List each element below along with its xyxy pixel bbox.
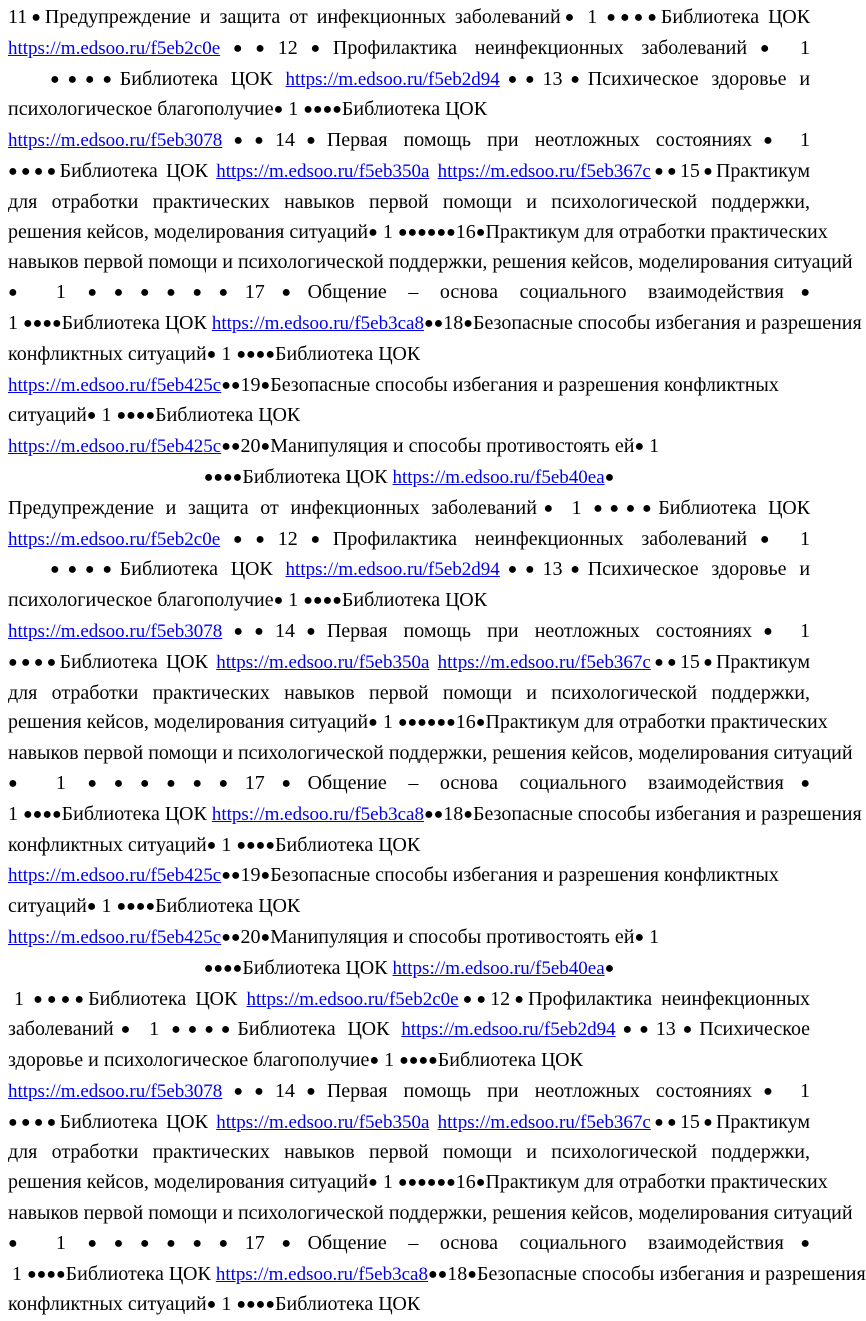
text-line — [8, 65, 810, 96]
lesson-number: 15 — [680, 651, 700, 673]
text-line — [8, 769, 810, 800]
bullet-marks: ●● — [222, 132, 275, 149]
bullet-marks: ● — [634, 929, 644, 946]
text-line — [8, 371, 810, 402]
bullet-marks: ● — [87, 898, 97, 915]
bullet-marks: ● — [467, 1266, 477, 1283]
lesson-hours: 1 — [221, 834, 231, 856]
lesson-title: психологическое благополучие — [8, 589, 274, 611]
lesson-hours: 1 — [383, 221, 393, 243]
resource-link[interactable]: https://m.edsoo.ru/f5eb367c — [438, 652, 651, 673]
bullet-marks: ●● — [221, 867, 240, 884]
library-label: Библиотека ЦОК — [275, 1293, 420, 1315]
bullet-marks: ●●●●●● — [398, 224, 456, 241]
bullet-marks: ● — [295, 132, 327, 149]
bullet-marks: ● — [605, 469, 615, 486]
lesson-number: 13 — [543, 558, 563, 580]
lesson-number: 20 — [241, 926, 261, 948]
lesson-title: Психическое здоровье и — [588, 558, 810, 580]
lesson-hours: 1 — [384, 1049, 394, 1071]
bullet-marks: ● — [298, 40, 333, 57]
library-label: Библиотека ЦОК — [658, 497, 810, 519]
lesson-hours: 1 — [8, 312, 18, 334]
lesson-title: Психическое здоровье и — [588, 68, 810, 90]
library-label: Библиотека ЦОК — [342, 98, 487, 120]
lesson-title: навыков первой помощи и психологической поддержки, решения кейсов, моделирования ситуаций — [8, 1202, 853, 1224]
resource-link[interactable]: https://m.edsoo.ru/f5eb40ea — [393, 958, 605, 979]
bullet-marks: ●●●● — [27, 1266, 66, 1283]
bullet-marks: ●● — [424, 315, 443, 332]
text-line — [8, 463, 810, 494]
lesson-title: конфликтных ситуаций — [8, 834, 207, 856]
lesson-title: решения кейсов, моделирования ситуаций — [8, 1171, 368, 1193]
bullet-marks: ● — [368, 1174, 378, 1191]
lesson-hours: 1 — [221, 1293, 231, 1315]
text-line — [8, 617, 810, 648]
text-line — [8, 218, 810, 249]
bullet-marks: ● — [298, 531, 333, 548]
bullet-marks: ● — [261, 377, 271, 394]
lesson-title: Предупреждение и защита от инфекционных заболеваний — [8, 497, 537, 519]
bullet-marks: ● — [700, 163, 716, 180]
text-line — [8, 1168, 810, 1199]
text-line — [8, 401, 810, 432]
bullet-marks: ●● — [651, 163, 680, 180]
bullet-marks: ●●●● — [116, 407, 155, 424]
bullet-marks: ● — [27, 9, 45, 26]
resource-link[interactable]: https://m.edsoo.ru/f5eb3ca8 — [212, 313, 424, 334]
bullet-marks: ● — [368, 224, 378, 241]
lesson-title: Профилактика неинфекционных заболеваний — [333, 37, 747, 59]
bullet-marks: ● — [295, 623, 327, 640]
text-line — [8, 95, 810, 126]
lesson-number: 15 — [680, 1111, 700, 1133]
library-label: Библиотека ЦОК — [60, 651, 208, 673]
lesson-title: психологическое благополучие — [8, 98, 274, 120]
library-label: Библиотека ЦОК — [120, 558, 273, 580]
bullet-marks: ●● — [500, 71, 543, 88]
lesson-title: Психическое — [699, 1018, 810, 1040]
lesson-hours: 1 — [221, 343, 231, 365]
bullet-marks: ●● — [222, 1083, 275, 1100]
bullet-marks: ●●●● — [236, 1296, 275, 1313]
bullet-marks: ●●●● — [50, 561, 120, 578]
bullet-marks: ● — [563, 71, 588, 88]
text-line — [8, 126, 810, 157]
bullet-marks: ● — [747, 531, 782, 548]
lesson-number: 15 — [680, 160, 700, 182]
lesson-hours: 1 — [383, 711, 393, 733]
lesson-title: Безопасные способы избегания и разрешения конфликтных — [270, 374, 779, 396]
resource-link[interactable]: https://m.edsoo.ru/f5eb2c0e — [8, 529, 220, 550]
resource-link[interactable]: https://m.edsoo.ru/f5eb3078 — [8, 621, 222, 642]
bullet-marks: ● — [207, 837, 217, 854]
bullet-marks: ●●●● — [593, 500, 658, 517]
bullet-marks: ● — [274, 592, 284, 609]
bullet-marks: ●●●● — [236, 837, 275, 854]
bullet-marks: ● — [747, 40, 782, 57]
bullet-marks: ● — [265, 1235, 308, 1252]
lesson-number: 14 — [275, 129, 295, 151]
lesson-number: 12 — [490, 988, 510, 1010]
bullet-marks: ●● — [221, 438, 240, 455]
text-line — [8, 648, 810, 679]
lesson-title: Профилактика неинфекционных — [528, 988, 810, 1010]
text-line — [8, 1046, 810, 1077]
bullet-marks: ● — [265, 284, 308, 301]
bullet-marks: ●● — [428, 1266, 447, 1283]
bullet-marks: ●●●● — [303, 592, 342, 609]
lesson-title: Безопасные способы избегания и разрешения — [473, 312, 862, 334]
text-line — [8, 278, 810, 309]
resource-link[interactable]: https://m.edsoo.ru/f5eb2d94 — [286, 559, 500, 580]
lesson-number: 17 — [245, 281, 265, 303]
bullet-marks: ●●●● — [303, 101, 342, 118]
text-line — [8, 1015, 810, 1046]
lesson-hours: 1 — [56, 772, 66, 794]
text-line — [8, 1138, 810, 1168]
bullet-marks: ● — [265, 775, 308, 792]
library-label: Библиотека ЦОК — [661, 6, 810, 28]
bullet-marks: ●● — [459, 991, 491, 1008]
bullet-marks: ● — [634, 438, 644, 455]
lesson-title: Первая помощь при неотложных состояниях — [327, 1080, 752, 1102]
lesson-title: Практикум — [716, 651, 810, 673]
text-block-1 — [8, 3, 810, 494]
bullet-marks: ●●●● — [8, 1114, 60, 1131]
lesson-hours: 1 — [8, 803, 18, 825]
lesson-number: 18 — [443, 312, 463, 334]
text-block-2 — [8, 494, 810, 985]
lesson-number: 13 — [656, 1018, 676, 1040]
bullet-marks: ●●●● — [8, 163, 60, 180]
lesson-number: 14 — [275, 620, 295, 642]
lesson-title: ситуаций — [8, 895, 87, 917]
bullet-marks: ●● — [220, 531, 278, 548]
resource-link[interactable]: https://m.edsoo.ru/f5eb2c0e — [8, 38, 220, 59]
lesson-title: заболеваний — [8, 1018, 114, 1040]
lesson-number: 18 — [447, 1263, 467, 1285]
lesson-title: Безопасные способы избегания и разрешения конфликтных — [270, 864, 779, 886]
bullet-marks: ●● — [616, 1021, 656, 1038]
text-line — [8, 1108, 810, 1139]
bullet-marks: ● — [261, 438, 271, 455]
bullet-marks: ● — [752, 1083, 784, 1100]
lesson-hours: 1 — [800, 37, 810, 59]
bullet-marks: ●●●● — [23, 806, 62, 823]
library-label: Библиотека ЦОК — [242, 957, 387, 979]
bullet-marks: ● — [537, 500, 560, 517]
lesson-number: 11 — [8, 6, 27, 28]
library-label: Библиотека ЦОК — [342, 589, 487, 611]
text-line — [8, 679, 810, 709]
lesson-hours: 1 — [101, 895, 111, 917]
bullet-marks: ● — [295, 1083, 327, 1100]
text-line — [8, 985, 810, 1016]
bullet-marks: ●●●● — [204, 960, 243, 977]
lesson-number: 17 — [245, 772, 265, 794]
lesson-hours: 1 — [149, 1018, 159, 1040]
text-line — [8, 892, 810, 923]
bullet-marks: ● — [476, 224, 486, 241]
lesson-number: 14 — [275, 1080, 295, 1102]
bullet-marks: ● — [8, 775, 34, 792]
text-line — [8, 432, 810, 463]
text-line — [8, 309, 810, 340]
lesson-title: Общение – основа социального взаимодействия — [308, 772, 784, 794]
bullet-marks: ● — [463, 315, 473, 332]
bullet-marks: ● — [274, 101, 284, 118]
library-label: Библиотека ЦОК — [60, 160, 208, 182]
lesson-title: Манипуляция и способы противостоять ей — [270, 435, 634, 457]
text-line — [8, 800, 810, 831]
lesson-title: Общение – основа социального взаимодействия — [308, 281, 784, 303]
lesson-hours: 1 — [571, 497, 581, 519]
text-line — [8, 188, 810, 218]
bullet-marks: ●●●● — [171, 1021, 237, 1038]
text-line — [8, 34, 810, 65]
library-label: Библиотека ЦОК — [60, 1111, 208, 1133]
bullet-marks: ●● — [424, 806, 443, 823]
bullet-marks: ●● — [221, 929, 240, 946]
bullet-marks: ● — [752, 623, 784, 640]
lesson-hours: 1 — [288, 589, 298, 611]
lesson-title: конфликтных ситуаций — [8, 1293, 207, 1315]
lesson-hours: 1 — [101, 404, 111, 426]
text-line — [8, 248, 810, 278]
bullet-marks: ●●●● — [50, 71, 120, 88]
library-label: Библиотека ЦОК — [62, 803, 207, 825]
text-block-3 — [8, 985, 810, 1321]
lesson-hours: 1 — [587, 6, 597, 28]
bullet-marks: ● — [369, 1052, 379, 1069]
lesson-number: 12 — [278, 37, 298, 59]
lesson-hours: 1 — [12, 1263, 22, 1285]
resource-link[interactable]: https://m.edsoo.ru/f5eb2d94 — [401, 1019, 615, 1040]
text-line — [8, 708, 810, 739]
lesson-hours: 1 — [383, 1171, 393, 1193]
library-label: Библиотека ЦОК — [120, 68, 273, 90]
lesson-title: Практикум — [716, 160, 810, 182]
resource-link[interactable]: https://m.edsoo.ru/f5eb425c — [8, 375, 221, 396]
bullet-marks: ●●●● — [8, 654, 60, 671]
bullet-marks: ● — [510, 991, 528, 1008]
lesson-hours: 1 — [800, 620, 810, 642]
library-label: Библиотека ЦОК — [155, 895, 300, 917]
text-line — [8, 3, 810, 34]
lesson-title: Предупреждение и защита от инфекционных заболеваний — [45, 6, 561, 28]
lesson-hours: 1 — [56, 1232, 66, 1254]
text-line — [8, 157, 810, 188]
resource-link[interactable]: https://m.edsoo.ru/f5eb350a — [216, 161, 429, 182]
text-line — [8, 1077, 810, 1108]
text-line — [8, 861, 810, 892]
resource-link[interactable]: https://m.edsoo.ru/f5eb2d94 — [286, 69, 500, 90]
lesson-title: Первая помощь при неотложных состояниях — [327, 129, 752, 151]
lesson-title: для отработки практических навыков первой помощи и психологической поддержки, — [8, 1141, 810, 1163]
lesson-number: 13 — [543, 68, 563, 90]
bullet-marks: ●●●● — [116, 898, 155, 915]
resource-link[interactable]: https://m.edsoo.ru/f5eb425c — [8, 436, 221, 457]
library-label: Библиотека ЦОК — [237, 1018, 389, 1040]
lesson-number: 18 — [443, 803, 463, 825]
lesson-title: решения кейсов, моделирования ситуаций — [8, 711, 368, 733]
bullet-marks: ● — [114, 1021, 138, 1038]
resource-link[interactable]: https://m.edsoo.ru/f5eb350a — [216, 652, 429, 673]
lesson-title: Безопасные способы избегания и разрешения — [477, 1263, 866, 1285]
text-line — [8, 954, 810, 985]
bullet-marks: ● — [463, 806, 473, 823]
lesson-hours: 1 — [14, 988, 24, 1010]
bullet-marks: ●●●● — [606, 9, 661, 26]
bullet-marks: ●●●●●● — [398, 1174, 456, 1191]
library-label: Библиотека ЦОК — [438, 1049, 583, 1071]
library-label: Библиотека ЦОК — [88, 988, 237, 1010]
bullet-marks: ●●●● — [23, 315, 62, 332]
bullet-marks: ●●●● — [204, 469, 243, 486]
lesson-hours: 1 — [288, 98, 298, 120]
bullet-marks: ● — [784, 775, 810, 792]
bullet-marks: ●● — [222, 623, 275, 640]
resource-link[interactable]: https://m.edsoo.ru/f5eb425c — [8, 865, 221, 886]
lesson-title: Общение – основа социального взаимодействия — [308, 1232, 784, 1254]
lesson-number: 12 — [278, 528, 298, 550]
resource-link[interactable]: https://m.edsoo.ru/f5eb425c — [8, 927, 221, 948]
bullet-marks: ● — [752, 132, 784, 149]
bullet-marks: ● — [368, 714, 378, 731]
resource-link[interactable]: https://m.edsoo.ru/f5eb367c — [438, 1112, 651, 1133]
bullet-marks: ● — [784, 1235, 810, 1252]
lesson-title: ситуаций — [8, 404, 87, 426]
bullet-marks: ● — [87, 407, 97, 424]
text-line — [8, 739, 810, 769]
lesson-number: 16 — [456, 221, 476, 243]
lesson-title: Практикум для отработки практических — [485, 711, 827, 733]
bullet-marks: ● — [8, 1235, 34, 1252]
resource-link[interactable]: https://m.edsoo.ru/f5eb3ca8 — [212, 804, 424, 825]
resource-link[interactable]: https://m.edsoo.ru/f5eb40ea — [393, 467, 605, 488]
lesson-title: Практикум — [716, 1111, 810, 1133]
lesson-title: Профилактика неинфекционных заболеваний — [333, 528, 747, 550]
bullet-marks: ●●●● — [236, 346, 275, 363]
lesson-number: 19 — [241, 374, 261, 396]
bullet-marks: ●●●● — [33, 991, 88, 1008]
text-line — [8, 1229, 810, 1260]
bullet-marks: ● — [261, 929, 271, 946]
bullet-marks: ●●●● — [399, 1052, 438, 1069]
lesson-title: Манипуляция и способы противостоять ей — [270, 926, 634, 948]
bullet-marks: ● — [261, 867, 271, 884]
lesson-title: здоровье и психологическое благополучие — [8, 1049, 369, 1071]
bullet-marks: ●● — [651, 1114, 680, 1131]
library-label: Библиотека ЦОК — [242, 466, 387, 488]
text-line — [8, 831, 810, 862]
text-line — [8, 1260, 810, 1291]
lesson-title: конфликтных ситуаций — [8, 343, 207, 365]
text-line — [8, 494, 810, 525]
lesson-title: навыков первой помощи и психологической поддержки, решения кейсов, моделирования ситуаций — [8, 742, 853, 764]
resource-link[interactable]: https://m.edsoo.ru/f5eb350a — [216, 1112, 429, 1133]
text-line — [8, 586, 810, 617]
lesson-hours: 1 — [800, 129, 810, 151]
text-line — [8, 923, 810, 954]
bullet-marks: ● — [476, 714, 486, 731]
bullet-marks: ● — [476, 1174, 486, 1191]
resource-link[interactable]: https://m.edsoo.ru/f5eb2c0e — [246, 989, 458, 1010]
lesson-title: Безопасные способы избегания и разрешения — [473, 803, 862, 825]
bullet-marks: ● — [605, 960, 615, 977]
library-label: Библиотека ЦОК — [66, 1263, 211, 1285]
lesson-hours: 1 — [800, 528, 810, 550]
lesson-title: для отработки практических навыков первой помощи и психологической поддержки, — [8, 191, 810, 213]
bullet-marks: ● — [700, 1114, 716, 1131]
resource-link[interactable]: https://m.edsoo.ru/f5eb367c — [438, 161, 651, 182]
text-line — [8, 555, 810, 586]
bullet-marks: ● — [561, 9, 579, 26]
lesson-title: Практикум для отработки практических — [485, 221, 827, 243]
lesson-hours: 1 — [800, 1080, 810, 1102]
library-label: Библиотека ЦОК — [62, 312, 207, 334]
lesson-hours: 1 — [649, 926, 659, 948]
bullet-marks: ● — [207, 346, 217, 363]
bullet-marks: ● — [207, 1296, 217, 1313]
lesson-number: 19 — [241, 864, 261, 886]
lesson-number: 16 — [456, 711, 476, 733]
lesson-number: 16 — [456, 1171, 476, 1193]
bullet-marks: ●●●●●● — [398, 714, 456, 731]
resource-link[interactable]: https://m.edsoo.ru/f5eb3078 — [8, 130, 222, 151]
bullet-marks: ●●●●●● — [87, 775, 244, 792]
resource-link[interactable]: https://m.edsoo.ru/f5eb3ca8 — [216, 1264, 428, 1285]
bullet-marks: ●● — [220, 40, 278, 57]
library-label: Библиотека ЦОК — [155, 404, 300, 426]
lesson-number: 17 — [245, 1232, 265, 1254]
text-line — [8, 1199, 810, 1229]
bullet-marks: ●● — [500, 561, 543, 578]
lesson-title: Первая помощь при неотложных состояниях — [327, 620, 752, 642]
resource-link[interactable]: https://m.edsoo.ru/f5eb3078 — [8, 1081, 222, 1102]
lesson-hours: 1 — [56, 281, 66, 303]
bullet-marks: ●●●●●● — [87, 1235, 244, 1252]
text-line — [8, 1290, 810, 1321]
bullet-marks: ● — [700, 654, 716, 671]
lesson-title: решения кейсов, моделирования ситуаций — [8, 221, 368, 243]
bullet-marks: ● — [563, 561, 588, 578]
library-label: Библиотека ЦОК — [275, 834, 420, 856]
bullet-marks: ● — [784, 284, 810, 301]
bullet-marks: ●●●●●● — [87, 284, 244, 301]
lesson-hours: 1 — [649, 435, 659, 457]
text-line — [8, 525, 810, 556]
bullet-marks: ●● — [651, 654, 680, 671]
lesson-title: для отработки практических навыков первой помощи и психологической поддержки, — [8, 682, 810, 704]
text-line — [8, 340, 810, 371]
bullet-marks: ●● — [221, 377, 240, 394]
bullet-marks: ● — [8, 284, 34, 301]
lesson-title: Практикум для отработки практических — [485, 1171, 827, 1193]
lesson-number: 20 — [241, 435, 261, 457]
library-label: Библиотека ЦОК — [275, 343, 420, 365]
bullet-marks: ● — [676, 1021, 700, 1038]
lesson-title: навыков первой помощи и психологической поддержки, решения кейсов, моделирования ситуаций — [8, 251, 853, 273]
